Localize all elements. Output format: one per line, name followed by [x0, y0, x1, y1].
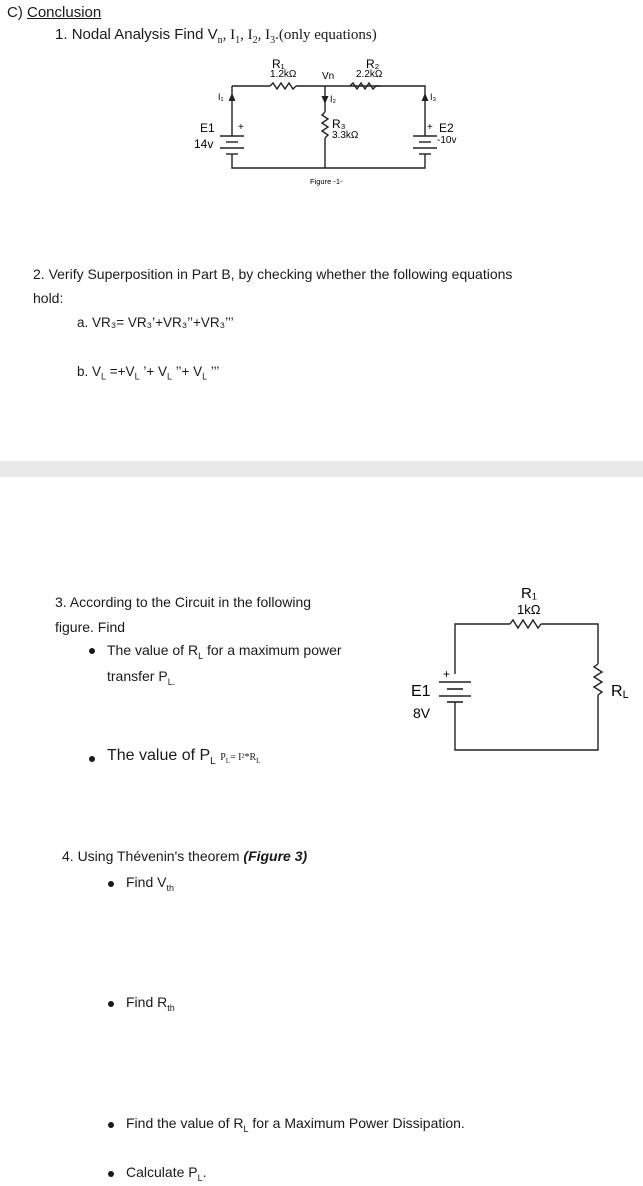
q1-c1: , I [240, 27, 253, 43]
e1-plus: + [443, 667, 451, 681]
q1-sub-2: 2 [252, 35, 258, 46]
bullet-icon [108, 881, 114, 887]
r2-label: R₂ [366, 57, 380, 71]
r2-value: 2.2kΩ [356, 69, 383, 80]
q4-line1: 4. Using Thévenin's theorem (Figure 3) [62, 848, 308, 864]
q1-c2: , I [257, 27, 271, 43]
section-title: Conclusion [27, 4, 102, 21]
q3-bullet1-line2: transfer $P_{L.}$ [107, 668, 176, 687]
r1-label: R₁ [272, 57, 285, 71]
r3-value: 3.3kΩ [332, 130, 359, 141]
i1-label: I₁ [218, 92, 224, 102]
r1-value: 1.2kΩ [270, 69, 297, 80]
q3-line2: figure. Find [55, 619, 126, 635]
r1-value: 1kΩ [517, 602, 541, 617]
q4-bullet4: Calculate $P_L$. [126, 1164, 207, 1183]
q4-bullet1: Find $V_{th}$ [126, 874, 174, 893]
rl-label: RL [611, 683, 629, 701]
q2-line1: 2. Verify Superposition in Part B, by checking whether the following equations [33, 266, 513, 282]
q1-sub-1: 1 [235, 35, 241, 46]
e1-label: E1 [411, 683, 431, 700]
q2-item-a: a. VR₃= VR₃’+VR₃’’+VR₃’’’ [77, 315, 234, 330]
q1-sub-3: 3 [270, 35, 276, 46]
figure-1-circuit [180, 46, 470, 194]
q4-bullet3: Find the value of $R_L$ for a Maximum Power Dissipation. [126, 1115, 465, 1134]
e2-battery-icon [413, 136, 437, 154]
e1-battery-icon [220, 136, 244, 154]
e1-plus: + [238, 122, 244, 133]
figure-3-circuit [405, 578, 641, 760]
e2-plus: + [427, 122, 433, 133]
e2-value: -10v [437, 135, 457, 146]
e1-battery-icon [439, 682, 471, 702]
bullet-icon [108, 1171, 114, 1177]
page-separator [0, 461, 643, 477]
bullet-icon [108, 1122, 114, 1128]
bullet-icon [89, 648, 95, 654]
e1-label: E1 [200, 121, 215, 135]
q3-bullet1: The value of $R_L$ for a maximum power [107, 642, 342, 661]
bullet-icon [108, 1001, 114, 1007]
q1-number: 1. [55, 26, 68, 43]
q2-item-b: b. $V_L =+V_L$ ’+ $V_L$ ’’+ $V_L$ ’’’ [77, 364, 220, 382]
q1-rest: , I [222, 27, 236, 43]
q1-tail: .(only equations) [275, 27, 377, 43]
section-heading [7, 4, 101, 21]
question-1 [55, 26, 377, 46]
power-formula: $P_L= I^2*R_L$ [220, 752, 261, 765]
current-arrows [229, 93, 429, 104]
figure-1-caption: Figure -1- [310, 177, 343, 186]
q1-text: Nodal Analysis Find V [71, 26, 218, 43]
q4-bullet2: Find $R_{th}$ [126, 994, 175, 1013]
q3-bullet2: The value of $P_L$ $P_L= I^2*R_L$ [107, 747, 261, 768]
e2-label: E2 [439, 121, 454, 135]
q1-sub-n: n [217, 35, 223, 46]
q3-line1: 3. According to the Circuit in the following [55, 594, 312, 610]
section-letter: C) [7, 4, 23, 21]
q2-line2: hold: [33, 290, 64, 306]
vn-label: Vn [322, 71, 335, 82]
r1-label: R₁ [521, 585, 537, 602]
bullet-icon [89, 756, 95, 762]
r3-label: R₃ [332, 117, 346, 131]
e1-value: 14v [194, 137, 214, 151]
i2-label: I₂ [330, 94, 336, 104]
i3-label: I₃ [430, 92, 437, 102]
e1-value: 8V [413, 705, 431, 721]
